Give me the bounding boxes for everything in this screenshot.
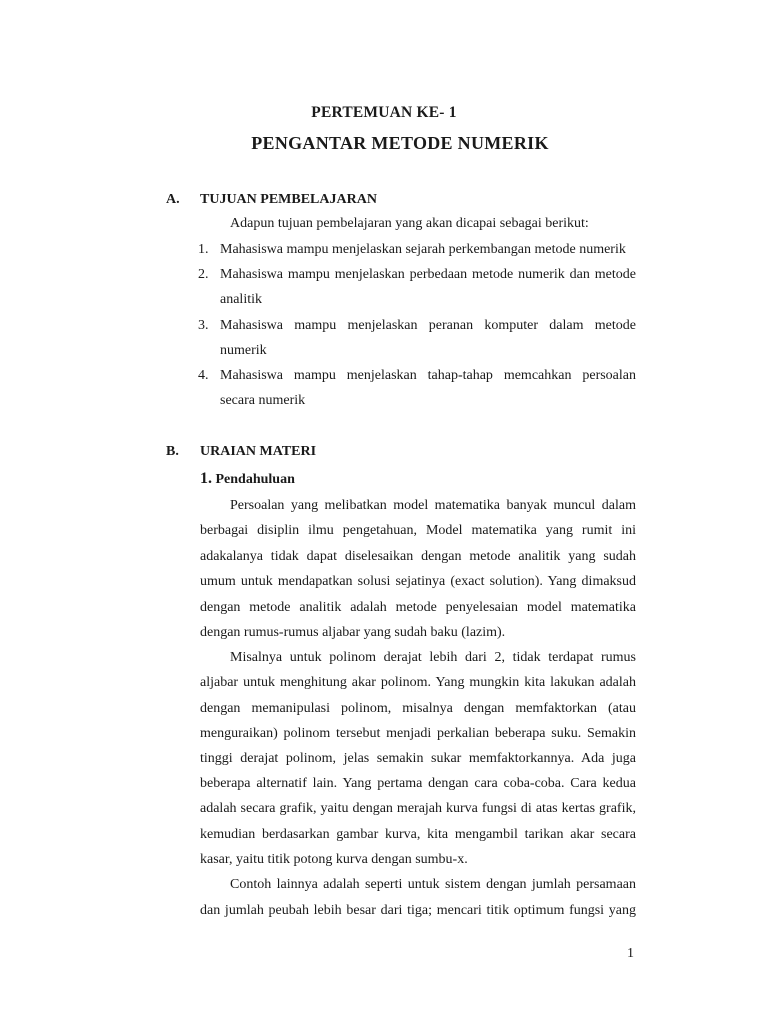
objective-line: Mahasiswa mampu menjelaskan peranan komputer dalam metode — [220, 318, 636, 333]
paragraph-line: Misalnya untuk polinom derajat lebih dari 2, tidak terdapat rumus — [230, 650, 636, 665]
paragraph-line: aljabar untuk menghitung akar polinom. Yang mungkin kita lakukan adalah — [200, 675, 636, 690]
paragraph-line: dan jumlah peubah lebih besar dari tiga; mencari titik optimum fungsi yang — [200, 903, 636, 918]
objective-number: 1. — [198, 242, 209, 257]
paragraph-line: kemudian berdasarkan gambar kurva, kita mengambil tarikan akar secara — [200, 827, 636, 842]
page-number: 1 — [627, 946, 634, 961]
section-b-letter: B. — [166, 444, 179, 459]
subsection-title: Pendahuluan — [215, 472, 295, 487]
objective-line: numerik — [220, 343, 267, 358]
objective-number: 2. — [198, 267, 209, 282]
paragraph-line: dengan metode analitik adalah metode penyelesaian model matematika — [200, 600, 636, 615]
subsection-heading — [200, 470, 295, 488]
objective-line: Mahasiswa mampu menjelaskan tahap-tahap memcahkan persoalan — [220, 368, 636, 383]
paragraph-line: tinggi derajat polinom, jelas semakin sukar memfaktorkannya. Ada juga — [200, 751, 636, 766]
objective-number: 4. — [198, 368, 209, 383]
paragraph-line: beberapa alternatif lain. Yang pertama dengan cara coba-coba. Cara kedua — [200, 776, 636, 791]
objective-line: analitik — [220, 292, 262, 307]
meeting-subtitle: PERTEMUAN KE- 1 — [311, 104, 457, 121]
paragraph-line: menguraikan) polinom tersebut menjadi perkalian beberapa suku. Semakin — [200, 726, 636, 741]
paragraph-line: umum untuk mendapatkan solusi sejatinya (exact solution). Yang dimaksud — [200, 574, 636, 589]
paragraph-line: kasar, yaitu titik potong kurva dengan sumbu-x. — [200, 852, 468, 867]
paragraph-line: adalah secara grafik, yaitu dengan merajah kurva fungsi di atas kertas grafik, — [200, 801, 636, 816]
paragraph-line: adakalanya tidak dapat diselesaikan dengan metode analitik yang sudah — [200, 549, 636, 564]
page-title: PENGANTAR METODE NUMERIK — [251, 133, 549, 153]
section-a-letter: A. — [166, 192, 180, 207]
section-b-title: URAIAN MATERI — [200, 444, 317, 459]
paragraph-line: Persoalan yang melibatkan model matematika banyak muncul dalam — [230, 498, 636, 513]
objective-line: secara numerik — [220, 393, 306, 408]
subsection-number: 1. — [200, 470, 212, 487]
section-a-intro: Adapun tujuan pembelajaran yang akan dicapai sebagai berikut: — [230, 216, 589, 231]
objective-line: Mahasiswa mampu menjelaskan perbedaan metode numerik dan metode — [220, 267, 636, 282]
paragraph-line: dengan rumus-rumus aljabar yang sudah baku (lazim). — [200, 625, 506, 640]
section-a-title: TUJUAN PEMBELAJARAN — [200, 192, 377, 207]
paragraph-line: dengan memanipulasi polinom, misalnya dengan memfaktorkan (atau — [200, 701, 636, 716]
paragraph-line: berbagai disiplin ilmu pengetahuan, Model matematika yang rumit ini — [200, 523, 636, 538]
paragraph-line: Contoh lainnya adalah seperti untuk sistem dengan jumlah persamaan — [230, 877, 636, 892]
objective-number: 3. — [198, 318, 209, 333]
objective-line: Mahasiswa mampu menjelaskan sejarah perkembangan metode numerik — [220, 242, 626, 257]
